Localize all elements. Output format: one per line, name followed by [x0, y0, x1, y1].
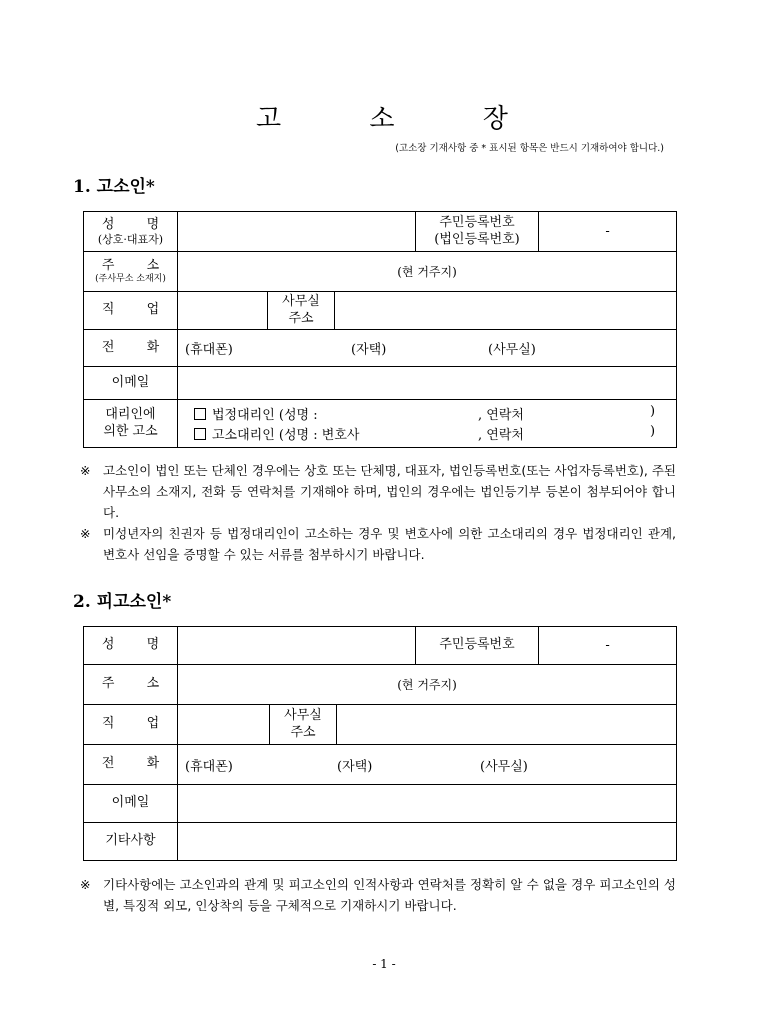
- accused-phone-office-label: (사무실): [480, 759, 528, 774]
- accused-phone-field[interactable]: [178, 745, 677, 785]
- accused-rrn-field[interactable]: [539, 627, 677, 665]
- proxy-label-cell: [84, 400, 178, 448]
- complainant-table: [83, 211, 677, 448]
- required-fields-note: (고소장 기재사항 중 * 표시된 항목은 반드시 기재하여야 합니다.): [395, 143, 664, 154]
- legal-proxy-line: [178, 404, 676, 424]
- complainant-phone-field[interactable]: [178, 330, 677, 367]
- accused-email-label: 이메일: [111, 795, 150, 811]
- attorney-proxy-option[interactable]: 고소대리인 (성명 : 변호사: [194, 424, 359, 443]
- note-text: 미성년자의 친권자 등 법정대리인이 고소하는 경우 및 변호사에 의한 고소대리의 경우 법정대리인 관계, 변호사 선임을 증명할 수 있는 서류를 첨부하시기 바랍니다.: [103, 526, 676, 562]
- legal-proxy-contact-label: , 연락처: [478, 407, 524, 423]
- note-mark: ※: [80, 877, 91, 892]
- accused-name-label-cell: [84, 627, 178, 665]
- attorney-proxy-checkbox[interactable]: [194, 428, 206, 440]
- complainant-job-field[interactable]: [178, 292, 268, 330]
- accused-rrn-label: 주민등록번호: [439, 637, 515, 653]
- accused-note: [80, 874, 676, 916]
- address-label-cell: [84, 252, 178, 292]
- accused-name-field[interactable]: [178, 627, 416, 665]
- document-title: 고 소 장: [256, 104, 548, 134]
- accused-table: [83, 626, 677, 861]
- name-sublabel: (상호·대표자): [97, 232, 164, 246]
- accused-email-field[interactable]: [178, 785, 677, 823]
- accused-rrn-separator: -: [605, 638, 610, 653]
- complainant-office-field[interactable]: [335, 292, 677, 330]
- email-label-cell: [84, 367, 178, 400]
- accused-rrn-label-cell: [416, 627, 539, 665]
- attorney-proxy-contact-label: , 연락처: [478, 427, 524, 443]
- legal-proxy-option[interactable]: 법정대리인 (성명 :: [194, 404, 318, 423]
- accused-etc-label-cell: [84, 823, 178, 861]
- complainant-heading: 1. 고소인*: [73, 177, 155, 197]
- rrn-label: 주민등록번호: [439, 215, 515, 231]
- legal-proxy-checkbox[interactable]: [194, 408, 206, 420]
- accused-address-field[interactable]: [178, 665, 677, 705]
- name-label-cell: [84, 212, 178, 252]
- accused-office-label-1: 사무실: [284, 708, 322, 724]
- phone-office-label: (사무실): [488, 342, 536, 358]
- attorney-proxy-close: ): [650, 423, 656, 439]
- attorney-proxy-line: [178, 424, 676, 444]
- job-label: 직 업: [101, 302, 174, 318]
- phone-label-cell: [84, 330, 178, 367]
- complainant-rrn-field[interactable]: [539, 212, 677, 252]
- complainant-note-1: [80, 460, 676, 523]
- note-mark: ※: [80, 463, 91, 478]
- rrn-label-cell: [416, 212, 539, 252]
- accused-office-field[interactable]: [337, 705, 677, 745]
- rrn-sublabel: (법인등록번호): [434, 231, 520, 247]
- complainant-note-2: [80, 523, 676, 565]
- accused-office-label-cell: [270, 705, 337, 745]
- office-label-1: 사무실: [282, 294, 320, 310]
- accused-job-label-cell: [84, 705, 178, 745]
- accused-phone-label: 전 화: [101, 756, 174, 772]
- phone-label: 전 화: [101, 339, 174, 355]
- accused-job-field[interactable]: [178, 705, 270, 745]
- accused-address-hint: (현 거주지): [397, 678, 457, 692]
- name-label: 성 명: [101, 216, 174, 232]
- address-hint: (현 거주지): [397, 265, 457, 279]
- address-sublabel: (주사무소 소재지): [95, 274, 166, 284]
- note-mark: ※: [80, 526, 91, 541]
- accused-phone-label-cell: [84, 745, 178, 785]
- office-label-2: 주소: [288, 310, 314, 326]
- rrn-separator: -: [605, 224, 610, 239]
- phone-mobile-label: (휴대폰): [185, 342, 233, 358]
- proxy-field: [178, 400, 677, 448]
- accused-job-label: 직 업: [101, 716, 174, 732]
- accused-email-label-cell: [84, 785, 178, 823]
- accused-name-label: 성 명: [101, 637, 174, 653]
- office-label-cell: [268, 292, 335, 330]
- accused-office-label-2: 주소: [290, 724, 316, 740]
- complainant-email-field[interactable]: [178, 367, 677, 400]
- email-label: 이메일: [111, 374, 150, 390]
- accused-heading: 2. 피고소인*: [73, 592, 172, 612]
- phone-home-label: (자택): [351, 342, 387, 358]
- accused-etc-label: 기타사항: [105, 833, 156, 849]
- complainant-name-field[interactable]: [178, 212, 416, 252]
- accused-phone-home-label: (자택): [337, 759, 373, 774]
- legal-proxy-close: ): [650, 403, 656, 419]
- page-number: - 1 -: [372, 957, 396, 971]
- accused-address-label: 주 소: [101, 676, 174, 692]
- complainant-address-field[interactable]: [178, 252, 677, 292]
- address-label: 주 소: [101, 257, 174, 273]
- accused-etc-field[interactable]: [178, 823, 677, 861]
- accused-phone-mobile-label: (휴대폰): [185, 759, 233, 774]
- accused-address-label-cell: [84, 665, 178, 705]
- job-label-cell: [84, 292, 178, 330]
- proxy-label-2: 의한 고소: [103, 423, 158, 439]
- note-text: 고소인이 법인 또는 단체인 경우에는 상호 또는 단체명, 대표자, 법인등록번호(또는 사업자등록번호), 주된 사무소의 소재지, 전화 등 연락처를 기재해야 하며, 법인의 경우에는 법인등기부 등본이 첨부되어야 합니다.: [103, 463, 676, 520]
- note-text: 기타사항에는 고소인과의 관계 및 피고소인의 인적사항과 연락처를 정확히 알 수 없을 경우 피고소인의 성별, 특징적 외모, 인상착의 등을 구체적으로 기재하시기 바랍니다.: [103, 877, 676, 913]
- proxy-label-1: 대리인에: [105, 407, 156, 423]
